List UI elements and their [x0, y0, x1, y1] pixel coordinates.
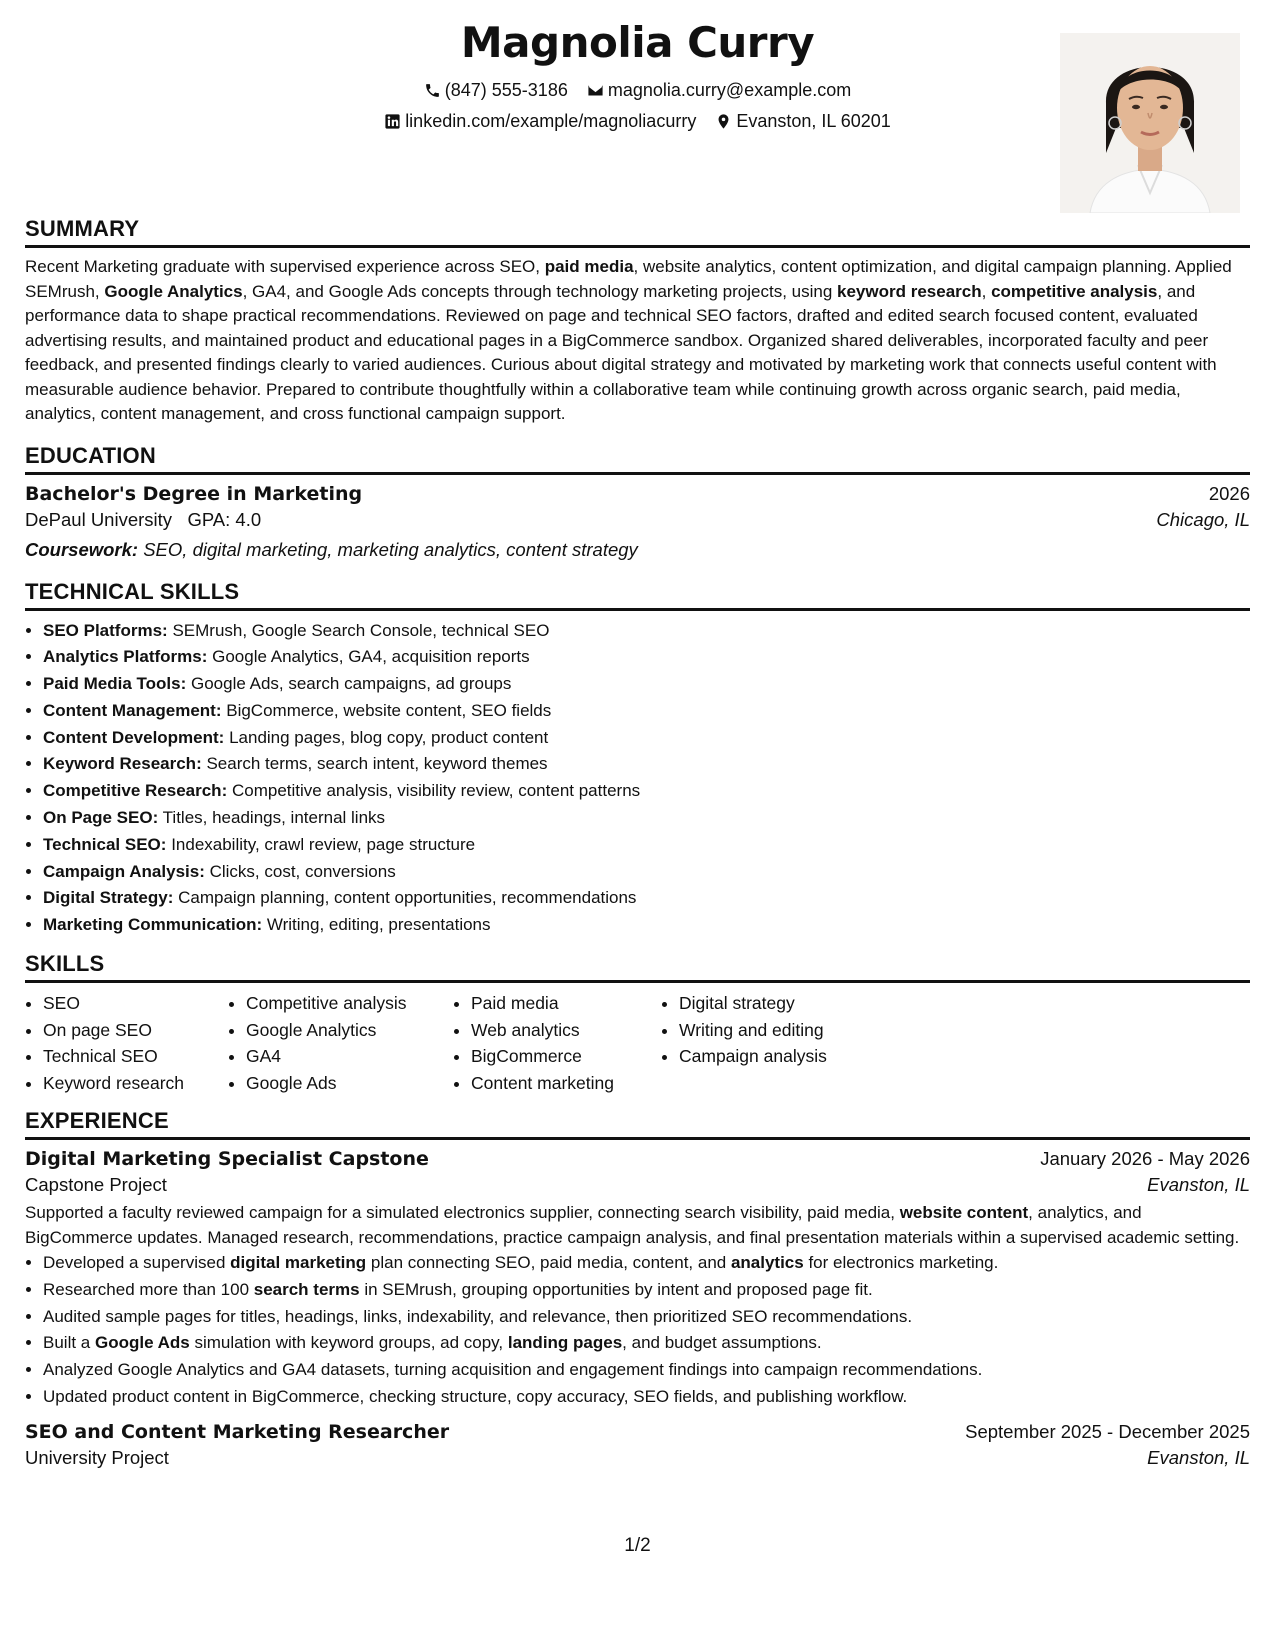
bullet-bold: Google Ads — [94, 1333, 190, 1353]
education-heading: EDUCATION — [25, 443, 1250, 475]
skill-values: Campaign planning, content opportunities, recommendations — [178, 888, 637, 908]
degree-title: Bachelor's Degree in Marketing — [25, 482, 363, 505]
summary-bold-part: paid media — [544, 257, 634, 276]
skills-column — [453, 990, 661, 1096]
skill-category: SEO Platforms: — [43, 620, 168, 640]
skills-grid — [25, 990, 1250, 1096]
bullet-bold: digital marketing — [230, 1253, 367, 1273]
list-item: • BigCommerce — [471, 1043, 661, 1070]
bullet-text: Built a — [43, 1333, 95, 1353]
skill-values: SEMrush, Google Search Console, technical SEO — [172, 620, 550, 640]
job-org-row — [25, 1443, 1250, 1473]
summary-text-part: , and performance data to shape practical recommendations. Reviewed on page and technical SEO factors, drafted and edited search focused content, evaluated advertising results, and maintained product and educational pages in a BigCommerce sandbox. Organized shared deliverables, incorporated faculty and peer feedback, and presented findings clearly to varied audiences. Curious about digital strategy and motivated by marketing work that connects useful content with measurable audience behavior. Prepared to contribute thoughtfully within a collaborative team while continuing growth across organic search, paid media, analytics, content management, and cross functional campaign support. — [25, 281, 1217, 423]
summary-text-part: , website analytics, content optimization, and digital campaign planning. Applied SEMrush, — [25, 257, 1232, 301]
list-item — [43, 751, 1250, 778]
summary-text-part: , GA4, and Google Ads concepts through technology marketing projects, using — [242, 281, 838, 301]
skill-category: Technical SEO: — [43, 834, 167, 854]
job-description — [25, 1201, 1250, 1250]
job-org-row — [25, 1170, 1250, 1200]
page-number: 1/2 — [624, 1535, 651, 1556]
summary-bold-part: keyword research — [837, 281, 982, 301]
job-description-part: Supported a faculty reviewed campaign for a simulated electronics supplier, connecting search visibility, paid media, — [25, 1203, 900, 1223]
map-pin-icon — [715, 113, 732, 130]
bullet-bold: analytics — [730, 1253, 804, 1273]
summary-bold-part: Google Analytics — [104, 281, 243, 301]
bullet-text: plan connecting SEO, paid media, content, and — [366, 1253, 731, 1273]
email-address: magnolia.curry@example.com — [607, 80, 852, 100]
technical-skills-list — [25, 618, 1250, 940]
skill-category: Keyword Research: — [43, 754, 202, 774]
list-item — [43, 885, 1250, 912]
skill-category: Paid Media Tools: — [43, 674, 187, 694]
list-item: • SEO — [43, 990, 228, 1017]
skills-column — [661, 990, 879, 1096]
job-bullets — [25, 1250, 1250, 1411]
job-dates: September 2025 - December 2025 — [965, 1420, 1250, 1442]
skill-category: Digital Strategy: — [43, 888, 174, 908]
skill-category: Analytics Platforms: — [43, 647, 208, 667]
envelope-icon — [587, 82, 604, 99]
skill-values: Competitive analysis, visibility review, content patterns — [231, 781, 641, 801]
skills-column — [228, 990, 453, 1096]
list-item: • Updated product content in BigCommerce, checking structure, copy accuracy, SEO fields, and publishing workflow. — [43, 1384, 1250, 1411]
skill-values: Search terms, search intent, keyword themes — [206, 754, 548, 774]
job-title: SEO and Content Marketing Researcher — [25, 1420, 450, 1443]
linkedin-url: linkedin.com/example/magnoliacurry — [405, 111, 697, 131]
resume-page — [25, 0, 1250, 1650]
skill-values: Titles, headings, internal links — [162, 808, 386, 828]
skill-category: Marketing Communication: — [43, 915, 263, 935]
bullet-text: simulation with keyword groups, ad copy, — [189, 1333, 508, 1353]
summary-bold-part: competitive analysis — [991, 281, 1158, 301]
job-location: Evanston, IL — [1147, 1174, 1250, 1196]
skill-values: BigCommerce, website content, SEO fields — [226, 700, 552, 720]
phone-contact[interactable] — [424, 80, 568, 101]
coursework-row — [25, 535, 1250, 565]
school-name: DePaul University — [25, 508, 173, 530]
skills-column — [25, 990, 228, 1096]
list-item — [43, 725, 1250, 752]
coursework-label: Coursework: — [25, 538, 139, 560]
skills-heading: SKILLS — [25, 951, 1250, 983]
list-item — [43, 698, 1250, 725]
list-item: • Google Analytics — [246, 1017, 453, 1044]
job-title-row — [25, 1148, 1250, 1170]
email-contact[interactable] — [587, 80, 851, 101]
list-item: • Analyzed Google Analytics and GA4 datasets, turning acquisition and engagement findings into campaign recommendations. — [43, 1357, 1250, 1384]
skill-category: On Page SEO: — [43, 808, 159, 828]
linkedin-icon — [384, 113, 401, 130]
list-item — [43, 671, 1250, 698]
skill-values: Google Ads, search campaigns, ad groups — [191, 674, 512, 694]
list-item: • Content marketing — [471, 1070, 661, 1097]
summary-heading: SUMMARY — [25, 216, 1250, 248]
coursework-list: SEO, digital marketing, marketing analytics, content strategy — [143, 538, 638, 560]
gpa: GPA: 4.0 — [187, 508, 262, 530]
list-item: • Campaign analysis — [679, 1043, 879, 1070]
job-title-row — [25, 1421, 1250, 1443]
list-item — [43, 778, 1250, 805]
graduation-year: 2026 — [1208, 482, 1250, 504]
bullet-text: Researched more than 100 — [43, 1279, 254, 1299]
list-item — [43, 912, 1250, 939]
skill-values: Writing, editing, presentations — [266, 915, 491, 935]
summary-text-part: Recent Marketing graduate with supervised experience across SEO, — [25, 257, 545, 276]
bullet-bold: search terms — [253, 1279, 360, 1299]
school-info — [25, 505, 261, 535]
list-item: • Competitive analysis — [246, 990, 453, 1017]
bullet-bold: landing pages — [507, 1333, 623, 1353]
skill-values: Google Analytics, GA4, acquisition reports — [212, 647, 530, 667]
list-item: • Keyword research — [43, 1070, 228, 1097]
list-item: • Web analytics — [471, 1017, 661, 1044]
bullet-text: , and budget assumptions. — [622, 1333, 822, 1353]
technical-skills-heading: TECHNICAL SKILLS — [25, 579, 1250, 611]
job-organization: University Project — [25, 1446, 169, 1468]
school-location: Chicago, IL — [1156, 508, 1250, 530]
experience-heading: EXPERIENCE — [25, 1108, 1250, 1140]
list-item: • Writing and editing — [679, 1017, 879, 1044]
job-location: Evanston, IL — [1147, 1446, 1250, 1468]
location-contact — [715, 111, 890, 132]
list-item — [43, 859, 1250, 886]
job-description-part: , analytics, and BigCommerce updates. Managed research, recommendations, practice campaign analysis, and final presentation materials within a supervised academic setting. — [25, 1203, 1240, 1247]
experience-section — [25, 1108, 1250, 1473]
job-description-bold: website content — [899, 1203, 1029, 1223]
location-text: Evanston, IL 60201 — [736, 111, 891, 131]
skill-values: Indexability, crawl review, page structure — [171, 834, 476, 854]
list-item — [43, 1250, 1250, 1277]
list-item: • Audited sample pages for titles, headings, links, indexability, and relevance, then prioritized SEO recommendations. — [43, 1304, 1250, 1331]
phone-icon — [424, 82, 441, 99]
bullet-text: in SEMrush, grouping opportunities by intent and proposed page fit. — [359, 1279, 873, 1299]
technical-skills-section — [25, 579, 1250, 940]
summary-text — [25, 255, 1250, 427]
bullet-text: for electronics marketing. — [803, 1253, 999, 1273]
profile-photo — [1060, 33, 1240, 213]
skills-section — [25, 951, 1250, 1096]
list-item — [43, 644, 1250, 671]
job-title: Digital Marketing Specialist Capstone — [25, 1148, 429, 1171]
job-organization: Capstone Project — [25, 1174, 167, 1196]
skill-values: Clicks, cost, conversions — [209, 861, 396, 881]
summary-text-part: , — [981, 281, 992, 301]
list-item: • Paid media — [471, 990, 661, 1017]
linkedin-contact[interactable] — [384, 111, 696, 132]
list-item — [43, 618, 1250, 645]
education-section — [25, 443, 1250, 565]
job-dates: January 2026 - May 2026 — [1040, 1148, 1250, 1170]
list-item: • Digital strategy — [679, 990, 879, 1017]
list-item: • GA4 — [246, 1043, 453, 1070]
bullet-text: Developed a supervised — [43, 1253, 231, 1273]
candidate-name: Magnolia Curry — [460, 18, 815, 67]
list-item: • Google Ads — [246, 1070, 453, 1097]
list-item — [43, 1277, 1250, 1304]
skill-category: Content Development: — [43, 727, 225, 747]
skill-category: Campaign Analysis: — [43, 861, 205, 881]
skill-values: Landing pages, blog copy, product content — [229, 727, 549, 747]
list-item: • On page SEO — [43, 1017, 228, 1044]
skill-category: Competitive Research: — [43, 781, 228, 801]
school-row — [25, 505, 1250, 535]
list-item — [43, 805, 1250, 832]
resume-header — [25, 0, 1250, 212]
skill-category: Content Management: — [43, 700, 222, 720]
list-item: • Technical SEO — [43, 1043, 228, 1070]
list-item — [43, 1330, 1250, 1357]
degree-row — [25, 483, 1250, 505]
phone-number: (847) 555-3186 — [444, 80, 568, 100]
summary-section — [25, 216, 1250, 427]
list-item — [43, 832, 1250, 859]
